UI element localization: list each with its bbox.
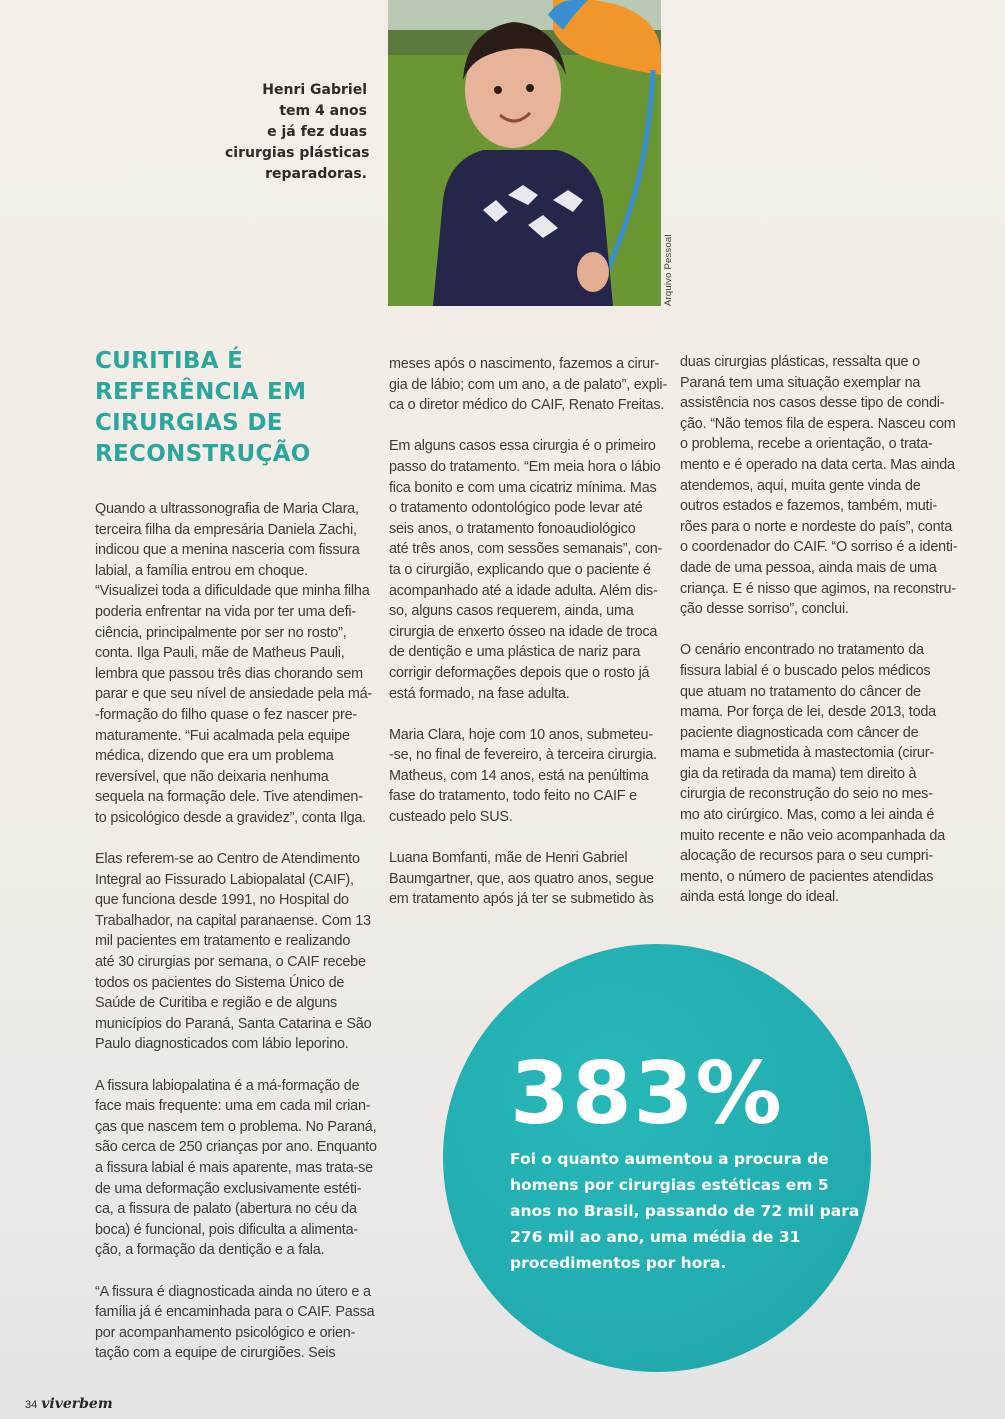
- text-line: Integral ao Fissurado Labiopalatal (CAIF),: [95, 871, 354, 888]
- text-line: -formação do filho quase o fez nascer pre-: [95, 706, 357, 723]
- text-line: ca o diretor médico do CAIF, Renato Freitas.: [389, 397, 665, 414]
- text-line: Maria Clara, hoje com 10 anos, submeteu-: [389, 726, 653, 743]
- section-headline: [95, 346, 355, 470]
- text-line: indicou que a menina nasceria com fissura: [95, 542, 360, 559]
- text-line: terceira filha da empresária Daniela Zachi,: [95, 521, 357, 538]
- text-line: mama e submetida à mastectomia (cirur-: [680, 745, 934, 762]
- stat-value: 383%: [510, 1044, 784, 1144]
- stat-line: 276 mil ao ano, uma média de 31: [510, 1228, 801, 1246]
- text-line: rões para o norte e nordeste do país”, conta: [680, 518, 952, 535]
- text-line: Em alguns casos essa cirurgia é o primeiro: [389, 438, 656, 455]
- stat-line: Foi o quanto aumentou a procura de: [510, 1150, 829, 1168]
- text-line: passo do tratamento. “Em meia hora o lábio: [389, 458, 661, 475]
- text-line: Quando a ultrassonografia de Maria Clara,: [95, 501, 359, 517]
- text-line: Matheus, com 14 anos, está na penúltima: [389, 767, 649, 784]
- article-paragraph: [389, 848, 679, 910]
- text-line: está formado, na fase adulta.: [389, 685, 570, 702]
- text-line: Saúde de Curitiba e região e de alguns: [95, 995, 338, 1012]
- text-line: a fissura labial é mais aparente, mas trata-se: [95, 1160, 373, 1176]
- article-paragraph: [680, 640, 970, 908]
- text-line: Elas referem-se ao Centro de Atendimento: [95, 851, 360, 868]
- text-line: mil pacientes em tratamento e realizando: [95, 933, 351, 950]
- article-paragraph: [389, 436, 679, 704]
- text-line: médica, dizendo que era um problema: [95, 748, 334, 765]
- caption-line: reparadoras.: [265, 166, 367, 182]
- stat-line: procedimentos por hora.: [510, 1254, 727, 1272]
- text-line: fase do tratamento, todo feito no CAIF e: [389, 788, 637, 805]
- stat-line: homens por cirurgias estéticas em 5: [510, 1176, 829, 1194]
- article-column-3: [680, 352, 970, 929]
- child-photo: [388, 0, 661, 306]
- article-paragraph: [389, 725, 679, 828]
- text-line: assistência nos casos desse tipo de condi-: [680, 395, 945, 412]
- text-line: so, alguns casos requerem, ainda, uma: [389, 603, 634, 620]
- text-line: mento, o número de pacientes atendidas: [680, 868, 934, 885]
- article-paragraph: [680, 352, 970, 620]
- text-line: gia da retirada da mama) tem direito à: [680, 765, 917, 782]
- caption-line: Henri Gabriel: [262, 82, 367, 98]
- text-line: o coordenador do CAIF. “O sorriso é a identi-: [680, 539, 958, 556]
- text-line: meses após o nascimento, fazemos a cirur-: [389, 356, 660, 372]
- text-line: muito recente e não veio acompanhada da: [680, 827, 946, 844]
- article-paragraph: [95, 849, 385, 1055]
- text-line: seis anos, o tratamento fonoaudiológico: [389, 520, 636, 537]
- text-line: criança. E é nisso que agimos, na reconstru-: [680, 580, 956, 597]
- child-with-balloon-illustration: [388, 0, 661, 306]
- text-line: ta o cirurgião, explicando que o paciente é: [389, 561, 651, 578]
- photo-caption: [225, 80, 370, 185]
- text-line: -se, no final de fevereiro, à terceira cirurgia.: [389, 747, 657, 764]
- caption-line: tem 4 anos: [279, 103, 367, 119]
- stat-line: anos no Brasil, passando de 72 mil para: [510, 1202, 860, 1220]
- text-line: tação com a equipe de cirurgiões. Seis: [95, 1345, 336, 1362]
- text-line: Trabalhador, na capital paranaense. Com 13: [95, 912, 371, 929]
- text-line: custeado pelo SUS.: [389, 809, 513, 826]
- text-line: que funciona desde 1991, no Hospital do: [95, 892, 349, 909]
- text-line: A fissura labiopalatina é a má-formação de: [95, 1077, 360, 1094]
- text-line: mama. Por força de lei, desde 2013, toda: [680, 704, 936, 721]
- headline-line: CURITIBA É: [95, 348, 244, 374]
- text-line: fica bonito e com uma cicatriz mínima. Mas: [389, 479, 657, 496]
- headline-line: RECONSTRUÇÃO: [95, 441, 311, 467]
- text-line: ainda está longe do ideal.: [680, 889, 839, 906]
- text-line: dade de uma pessoa, ainda mais de uma: [680, 559, 937, 576]
- text-line: de uma deformação exclusivamente estéti-: [95, 1180, 362, 1197]
- text-line: Paulo diagnosticados com lábio leporino.: [95, 1036, 349, 1053]
- text-line: o tratamento odontológico pode levar até: [389, 500, 643, 517]
- text-line: fissura labial é o buscado pelos médicos: [680, 662, 931, 679]
- text-line: em tratamento após já ter se submetido às: [389, 891, 654, 908]
- text-line: outros estados e fazemos, também, muti-: [680, 498, 937, 515]
- text-line: conta. Ilga Pauli, mãe de Matheus Pauli,: [95, 645, 345, 662]
- headline-line: REFERÊNCIA EM: [95, 379, 307, 405]
- text-line: corrigir deformações depois que o rosto já: [389, 664, 650, 681]
- text-line: acompanhado até a idade adulta. Além dis-: [389, 582, 658, 599]
- text-line: ca, a fissura de palato (abertura no céu da: [95, 1201, 357, 1218]
- stat-description: [510, 1146, 860, 1276]
- text-line: até 30 cirurgias por semana, o CAIF recebe: [95, 954, 366, 971]
- text-line: “A fissura é diagnosticada ainda no útero e a: [95, 1283, 371, 1300]
- text-line: lembra que passou três dias chorando sem: [95, 665, 363, 682]
- page-footer: [25, 1396, 113, 1412]
- text-line: que atuam no tratamento do câncer de: [680, 683, 921, 700]
- text-line: todos os pacientes do Sistema Único de: [95, 974, 345, 991]
- text-line: maturamente. “Fui acalmada pela equipe: [95, 727, 350, 744]
- article-column-1: [95, 499, 385, 1385]
- caption-line: cirurgias plásticas: [225, 145, 370, 161]
- text-line: reversível, que não deixaria nenhuma: [95, 768, 329, 785]
- text-line: to psicológico desde a gravidez”, conta Ilga.: [95, 809, 366, 826]
- text-line: “Visualizei toda a dificuldade que minha filha: [95, 583, 370, 600]
- article-paragraph: [95, 499, 385, 829]
- text-line: mo ato cirúrgico. Mas, como a lei ainda é: [680, 807, 935, 824]
- text-line: por acompanhamento psicológico e orien-: [95, 1324, 356, 1341]
- photo-credit: Arquivo Pessoal: [663, 234, 674, 306]
- text-line: são cerca de 250 crianças por ano. Enquanto: [95, 1139, 377, 1156]
- text-line: cirurgia de enxerto ósseo na idade de troca: [389, 623, 658, 640]
- headline-line: CIRURGIAS DE: [95, 410, 283, 436]
- text-line: atendemos, aqui, muita gente vinda de: [680, 477, 921, 494]
- article-paragraph: [95, 1282, 385, 1364]
- text-line: paciente diagnosticada com câncer de: [680, 724, 919, 741]
- text-line: labial, a família entrou em choque.: [95, 562, 308, 579]
- article-paragraph: [95, 1076, 385, 1261]
- text-line: parar e que seu nível de ansiedade pela má-: [95, 686, 373, 703]
- text-line: ças que nascem tem o problema. No Paraná,: [95, 1118, 377, 1135]
- text-line: O cenário encontrado no tratamento da: [680, 642, 924, 659]
- text-line: Luana Bomfanti, mãe de Henri Gabriel: [389, 850, 628, 867]
- text-line: alocação de recursos para o seu cumpri-: [680, 848, 933, 865]
- text-line: família já é encaminhada para o CAIF. Passa: [95, 1304, 375, 1321]
- text-line: ção. “Não temos fila de espera. Nasceu com: [680, 415, 956, 432]
- text-line: face mais frequente: uma em cada mil crian-: [95, 1098, 371, 1115]
- text-line: sequela na formação dele. Tive atendimen-: [95, 789, 363, 806]
- text-line: duas cirurgias plásticas, ressalta que o: [680, 354, 920, 370]
- text-line: municípios do Paraná, Santa Catarina e São: [95, 1015, 372, 1032]
- text-line: gia de lábio; com um ano, a de palato”, expli-: [389, 376, 667, 393]
- text-line: ciência, principalmente por ser no rosto”,: [95, 624, 347, 641]
- text-line: o problema, recebe a orientação, o trata-: [680, 436, 933, 453]
- text-line: ção desse sorriso”, conclui.: [680, 601, 849, 618]
- page-number: 34: [25, 1399, 38, 1411]
- text-line: Baumgartner, que, aos quatro anos, segue: [389, 870, 654, 887]
- text-line: até três anos, com sessões semanais”, con-: [389, 541, 663, 558]
- magazine-logo: viverbem: [41, 1396, 113, 1412]
- text-line: boca) é funcional, pois dificulta a alimenta-: [95, 1221, 358, 1238]
- text-line: de dentição e uma plástica de nariz para: [389, 644, 641, 661]
- text-line: ção, a formação da dentição e a fala.: [95, 1242, 325, 1259]
- text-line: cirurgia de reconstrução do seio no mes-: [680, 786, 933, 803]
- text-line: Paraná tem uma situação exemplar na: [680, 374, 921, 391]
- text-line: poderia enfrentar na vida por ter uma defi-: [95, 603, 356, 620]
- caption-line: e já fez duas: [267, 124, 367, 140]
- text-line: mento e é operado na data certa. Mas ainda: [680, 456, 955, 473]
- article-paragraph: [389, 354, 679, 416]
- article-column-2: [389, 354, 679, 931]
